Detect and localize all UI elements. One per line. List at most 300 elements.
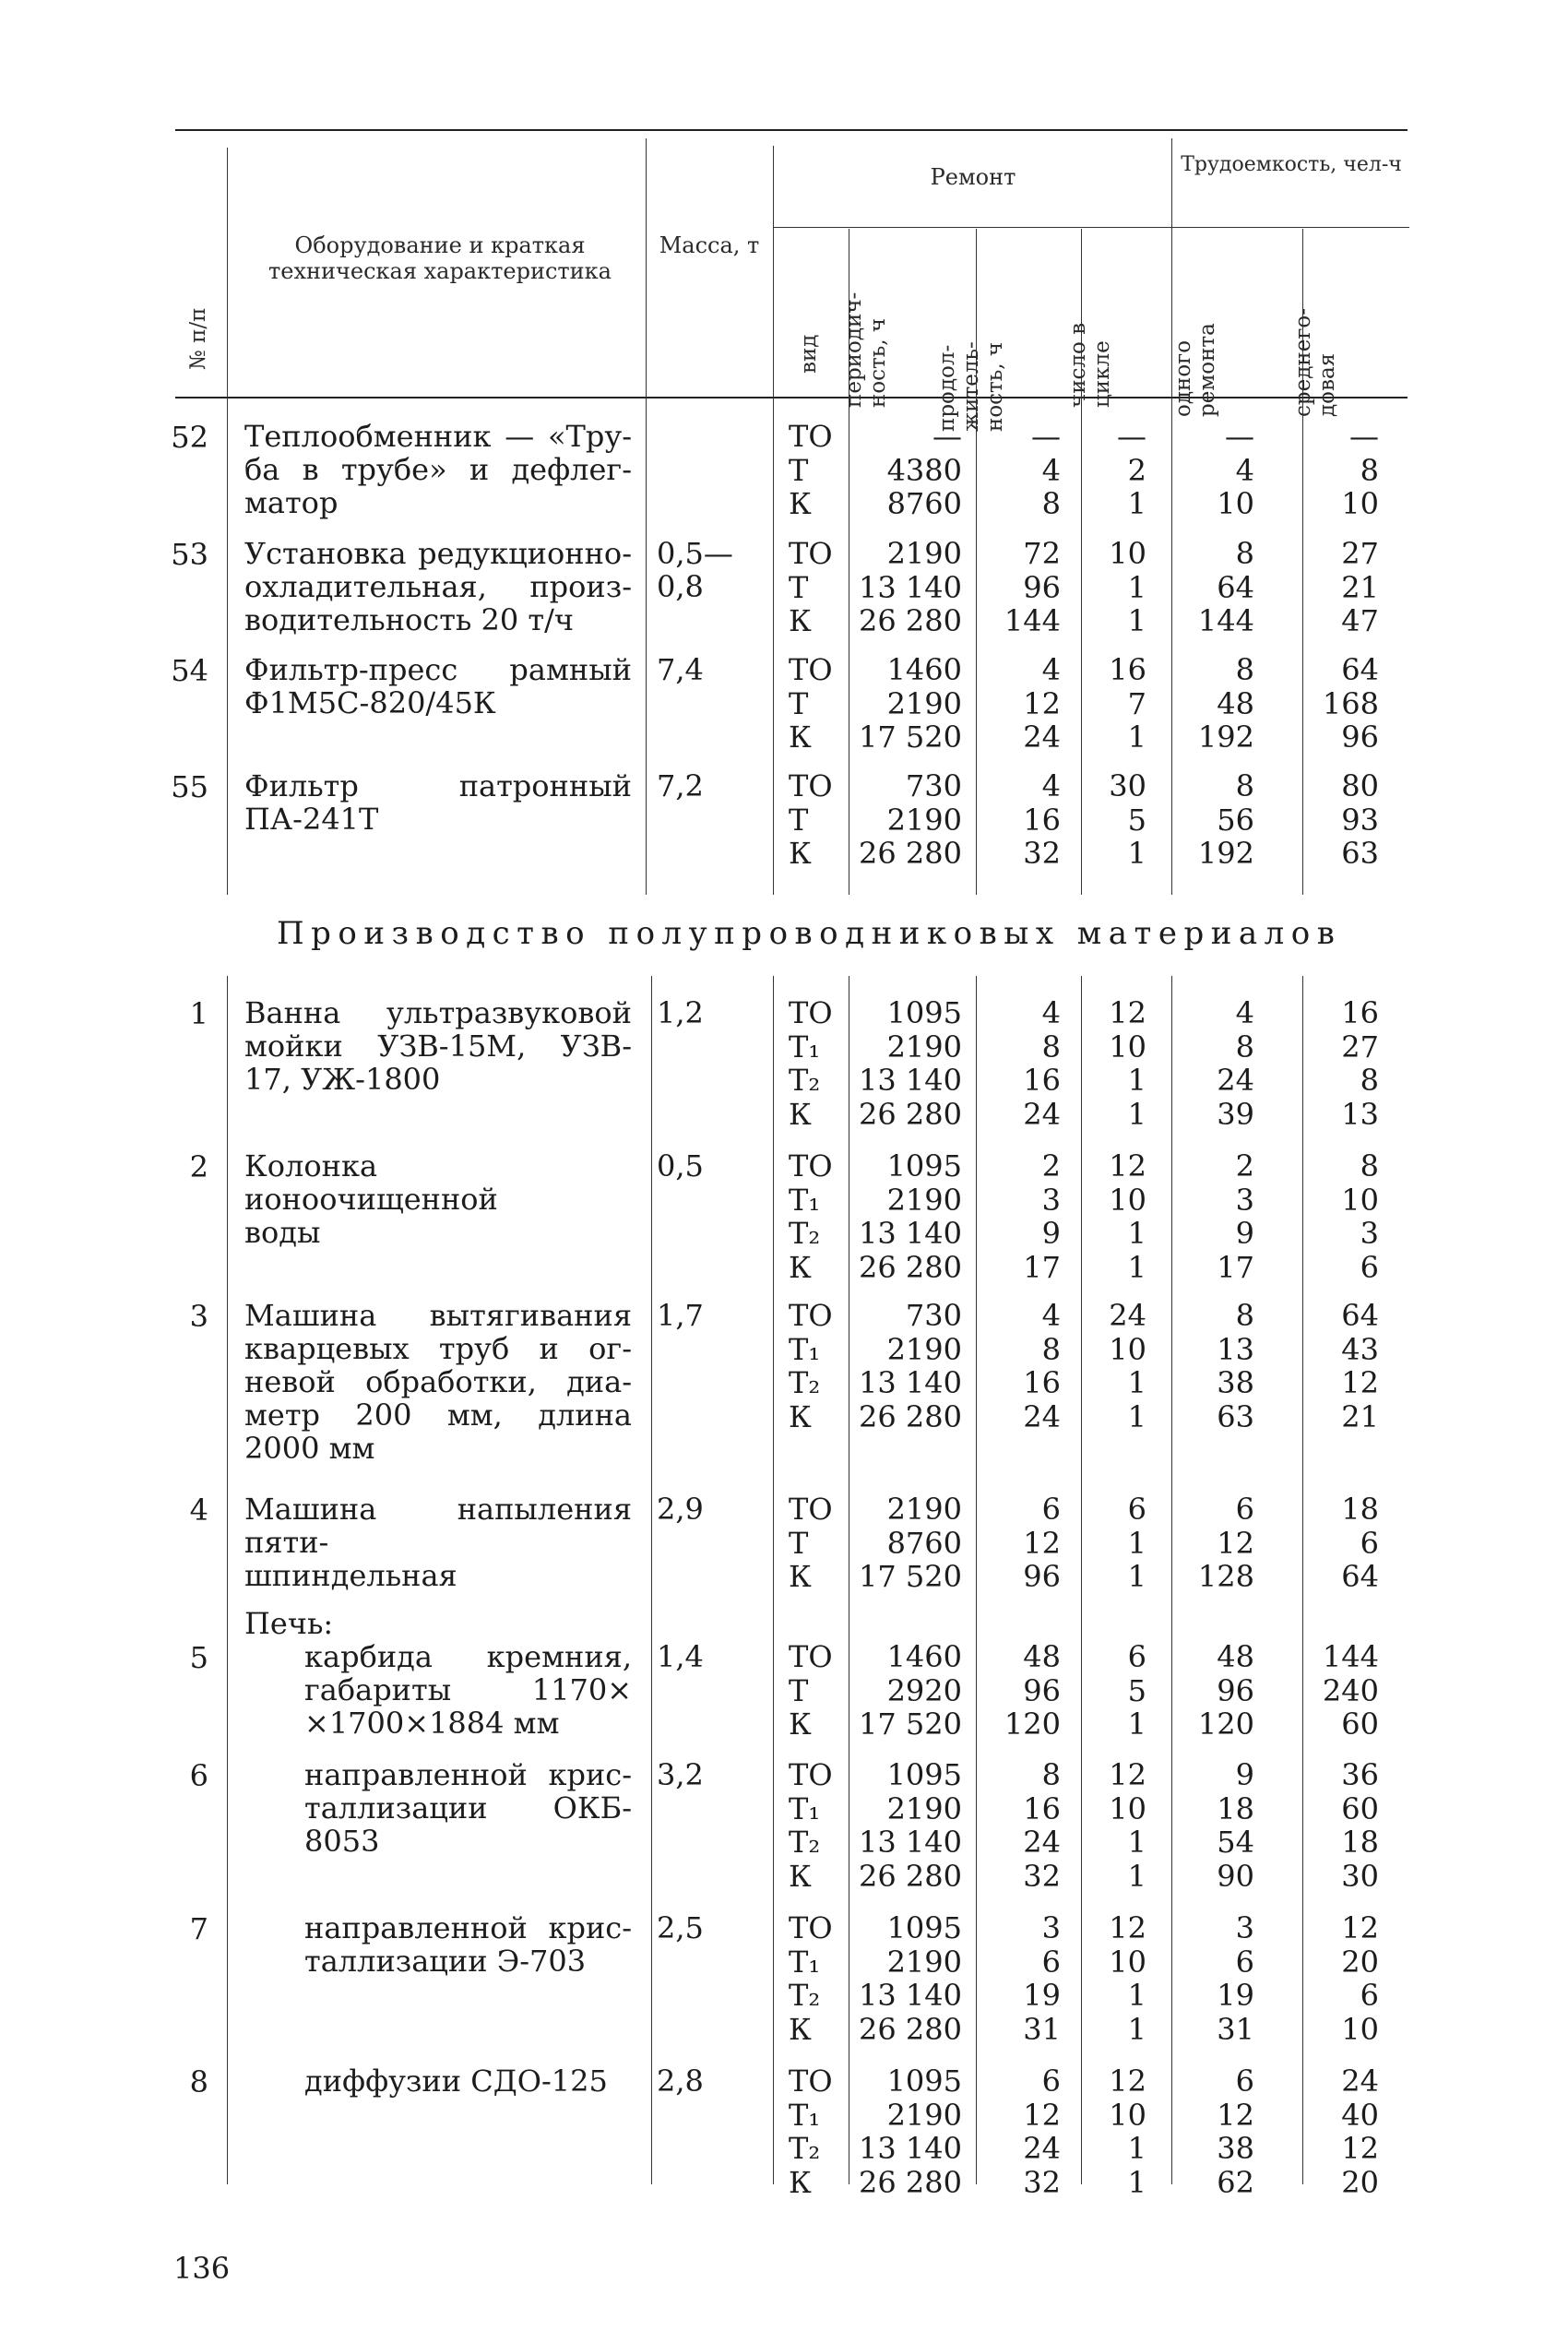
repair-periodicity-line: 1095 (886, 995, 962, 1030)
repair-periodicity-line: 730 (905, 1298, 962, 1333)
repair-duration-line: 96 (1023, 569, 1061, 605)
repair-periodicity-line: 2190 (886, 1790, 962, 1826)
labor-average-line: 8 (1360, 1063, 1379, 1099)
header-count: число в цикле (1066, 322, 1114, 408)
equipment-line: направленной крис- (304, 1910, 632, 1945)
labor-one-repair-line: 64 (1217, 569, 1254, 605)
table-header-rule (175, 397, 1408, 398)
repair-periodicity-line: 13 140 (859, 1978, 962, 2014)
labor-average-line: 93 (1341, 802, 1379, 838)
labor-one-repair-line: 8 (1235, 1029, 1254, 1064)
equipment-description (304, 1911, 632, 1978)
repair-kind-line: Т₁ (789, 1029, 821, 1064)
repair-count (1087, 420, 1146, 521)
labor-average-line: 60 (1341, 1707, 1379, 1742)
labor-one-repair-line: 192 (1197, 836, 1254, 872)
repair-count-line: 10 (1109, 1182, 1146, 1218)
repair-duration-line: 8 (1041, 1029, 1061, 1064)
repair-periodicity-line: 17 520 (859, 720, 962, 755)
repair-duration-line: 4 (1041, 1298, 1061, 1333)
repair-duration-line: 24 (1023, 2131, 1061, 2167)
repair-duration (978, 1640, 1061, 1742)
labor-average-line: 80 (1341, 768, 1379, 803)
repair-kind-line: Т (789, 452, 809, 488)
page-number: 136 (173, 2251, 231, 2286)
body-divider (1081, 397, 1082, 895)
labor-average-line: 10 (1341, 486, 1379, 522)
repair-duration-line: 96 (1023, 1672, 1061, 1708)
labor-one-repair-line: 13 (1217, 1331, 1254, 1367)
repair-count-line: 6 (1127, 1639, 1146, 1674)
labor-average-line: 21 (1341, 1398, 1379, 1434)
labor-one-repair-line: 38 (1217, 1365, 1254, 1401)
repair-count-line: 12 (1109, 1757, 1146, 1792)
repair-periodicity-line: 13 140 (859, 1825, 962, 1861)
repair-kind-line: К (789, 603, 812, 639)
repair-duration-line: 72 (1023, 536, 1061, 571)
labor-one-repair-line: 144 (1197, 603, 1254, 639)
equipment-line: матор (244, 485, 339, 520)
labor-average-line: 13 (1341, 1096, 1379, 1132)
labor-average-line: 36 (1341, 1757, 1379, 1792)
repair-periodicity (853, 1758, 962, 1893)
mass-value (657, 996, 749, 1029)
repair-count-line: 12 (1109, 1910, 1146, 1945)
equipment-line: таллизации ОКБ- (304, 1790, 632, 1826)
labor-one-repair-line: 62 (1217, 2164, 1254, 2200)
repair-duration-line: 16 (1023, 802, 1061, 838)
repair-kind (789, 1493, 844, 1594)
row-number: 54 (171, 653, 208, 688)
equipment-line: Печь: (244, 1606, 334, 1641)
repair-periodicity-line: 26 280 (859, 1096, 962, 1132)
repair-kind-line: ТО (789, 1910, 833, 1945)
mass-value-line: 1,2 (657, 995, 704, 1030)
labor-one-repair (1181, 1758, 1254, 1893)
equipment-line: габариты 1170× (304, 1672, 632, 1707)
repair-count (1087, 1493, 1146, 1594)
repair-periodicity (853, 1493, 962, 1594)
repair-duration-line: — (1031, 419, 1061, 454)
labor-average-line: 6 (1360, 1249, 1379, 1285)
repair-kind-line: Т₂ (789, 1978, 821, 2014)
labor-one-repair (1181, 537, 1254, 638)
header-mass: Масса, т (659, 232, 760, 258)
labor-average-line: 64 (1341, 1298, 1379, 1333)
repair-count-line: 1 (1127, 1096, 1146, 1132)
equipment-description (244, 769, 632, 836)
repair-duration (978, 1299, 1061, 1433)
mass-value (657, 1758, 749, 1791)
equipment-line: кварцевых труб и ог- (244, 1331, 632, 1366)
labor-average-line: 144 (1322, 1639, 1379, 1674)
repair-count (1087, 1758, 1146, 1893)
labor-average-line: — (1349, 419, 1379, 454)
labor-average-line: 6 (1360, 1525, 1379, 1561)
labor-one-repair-line: 2 (1235, 1148, 1254, 1183)
repair-count-line: 10 (1109, 2097, 1146, 2133)
labor-one-repair (1181, 653, 1254, 755)
repair-duration-line: 24 (1023, 1825, 1061, 1861)
labor-one-repair-line: 8 (1235, 768, 1254, 803)
repair-periodicity-line: 2190 (886, 1029, 962, 1064)
repair-count (1087, 2064, 1146, 2199)
repair-kind-line: ТО (789, 536, 833, 571)
repair-count (1087, 769, 1146, 871)
equipment-line: водительность 20 т/ч (244, 602, 575, 637)
labor-one-repair-line: 6 (1235, 2063, 1254, 2099)
labor-average-line: 10 (1341, 1182, 1379, 1218)
repair-duration-line: 16 (1023, 1790, 1061, 1826)
repair-duration (978, 1149, 1061, 1284)
labor-one-repair (1181, 1299, 1254, 1433)
repair-count-line: 1 (1127, 486, 1146, 522)
labor-one-repair-line: 192 (1197, 720, 1254, 755)
repair-duration-line: 48 (1023, 1639, 1061, 1674)
repair-kind-line: К (789, 486, 812, 522)
labor-one-repair-line: 96 (1217, 1672, 1254, 1708)
labor-average (1291, 420, 1379, 521)
repair-duration-line: 3 (1041, 1910, 1061, 1945)
mass-value-line: 2,5 (657, 1910, 704, 1945)
repair-count-line: 1 (1127, 1249, 1146, 1285)
repair-periodicity-line: 1095 (886, 1148, 962, 1183)
repair-count (1087, 537, 1146, 638)
repair-periodicity (853, 1149, 962, 1284)
repair-count-line: 12 (1109, 2063, 1146, 2099)
repair-kind-line: Т₂ (789, 1063, 821, 1099)
repair-kind (789, 996, 844, 1131)
repair-kind (789, 537, 844, 638)
labor-average-line: 12 (1341, 1365, 1379, 1401)
mass-value-line: 0,5 (657, 1148, 704, 1183)
repair-count-line: 1 (1127, 1707, 1146, 1742)
repair-periodicity-line: 17 520 (859, 1707, 962, 1742)
labor-average-line: 21 (1341, 569, 1379, 605)
repair-kind-line: Т₁ (789, 2097, 821, 2133)
repair-kind-line: К (789, 1249, 812, 1285)
labor-average (1291, 537, 1379, 638)
repair-periodicity-line: 2190 (886, 802, 962, 838)
repair-periodicity-line: — (932, 419, 962, 454)
labor-average-line: 60 (1341, 1790, 1379, 1826)
repair-count-line: 10 (1109, 1790, 1146, 1826)
repair-kind-line: ТО (789, 768, 833, 803)
labor-one-repair-line: 3 (1235, 1182, 1254, 1218)
header-num: № п/п (186, 307, 210, 370)
labor-one-repair-line: 24 (1217, 1063, 1254, 1099)
equipment-line: направленной крис- (304, 1757, 632, 1792)
repair-count-line: 6 (1127, 1492, 1146, 1527)
repair-kind-line: Т₁ (789, 1182, 821, 1218)
repair-count-line: 1 (1127, 1365, 1146, 1401)
row-number: 3 (189, 1299, 208, 1334)
repair-kind (789, 1640, 844, 1742)
repair-kind-line: ТО (789, 1148, 833, 1183)
row-number: 6 (189, 1758, 208, 1793)
row-number: 5 (189, 1640, 208, 1675)
body-divider (1171, 397, 1172, 895)
repair-duration-line: 31 (1023, 2011, 1061, 2047)
equipment-line: диффузии СДО-125 (304, 2063, 608, 2099)
labor-average-line: 10 (1341, 2011, 1379, 2047)
labor-one-repair (1181, 769, 1254, 871)
repair-kind-line: Т₁ (789, 1790, 821, 1826)
header-labor: Трудоемкость, чел-ч (1181, 153, 1402, 176)
repair-count-line: 24 (1109, 1298, 1146, 1333)
header-duration: продол-житель-ность, ч (935, 341, 1007, 432)
labor-average-line: 20 (1341, 2164, 1379, 2200)
repair-duration-line: 9 (1041, 1216, 1061, 1252)
body-divider (773, 397, 774, 895)
equipment-line: ×1700×1884 мм (304, 1706, 560, 1741)
equipment-line: 17, УЖ-1800 (244, 1062, 441, 1097)
repair-periodicity (853, 2064, 962, 2199)
labor-one-repair-line: 4 (1235, 452, 1254, 488)
repair-kind-line: Т (789, 1525, 809, 1561)
repair-count-line: 10 (1109, 1944, 1146, 1980)
repair-count-line: 16 (1109, 652, 1146, 687)
repair-kind-line: Т₁ (789, 1331, 821, 1367)
repair-periodicity-line: 26 280 (859, 1858, 962, 1894)
row-number: 2 (189, 1149, 208, 1184)
repair-count (1087, 1640, 1146, 1742)
mass-value (657, 1493, 749, 1526)
labor-one-repair-line: 12 (1217, 1525, 1254, 1561)
labor-average-line: 8 (1360, 1148, 1379, 1183)
repair-periodicity-line: 26 280 (859, 836, 962, 872)
repair-count-line: 1 (1127, 1063, 1146, 1099)
mass-value-line: 1,4 (657, 1639, 704, 1674)
repair-kind-line: ТО (789, 1639, 833, 1674)
repair-count-line: — (1117, 419, 1146, 454)
labor-one-repair-line: 39 (1217, 1096, 1254, 1132)
repair-duration-line: 17 (1023, 1249, 1061, 1285)
repair-periodicity (853, 653, 962, 755)
repair-kind (789, 769, 844, 871)
labor-one-repair-line: 120 (1197, 1707, 1254, 1742)
mass-value (657, 2064, 749, 2098)
labor-average-line: 64 (1341, 652, 1379, 687)
equipment-description (304, 1640, 632, 1740)
repair-periodicity-line: 1460 (886, 652, 962, 687)
repair-count-line: 10 (1109, 536, 1146, 571)
row-number: 55 (171, 769, 208, 804)
row-number: 8 (189, 2064, 208, 2099)
labor-one-repair-line: 4 (1235, 995, 1254, 1030)
labor-average (1291, 1299, 1379, 1433)
repair-kind-line: Т₂ (789, 1365, 821, 1401)
equipment-line: ПА-241Т (244, 802, 379, 837)
header-divider (773, 146, 774, 397)
labor-one-repair-line: 18 (1217, 1790, 1254, 1826)
labor-average-line: 40 (1341, 2097, 1379, 2133)
labor-one-repair-line: 10 (1217, 486, 1254, 522)
repair-periodicity-line: 2190 (886, 1182, 962, 1218)
repair-kind-line: Т (789, 569, 809, 605)
labor-one-repair-line: — (1225, 419, 1254, 454)
repair-count-line: 10 (1109, 1331, 1146, 1367)
equipment-line: Машина вытягивания (244, 1298, 632, 1333)
mass-value (657, 1640, 749, 1673)
table-top-rule (175, 129, 1408, 131)
equipment-line: невой обработки, диа- (244, 1364, 632, 1399)
repair-count-line: 5 (1127, 802, 1146, 838)
header-kind: вид (797, 334, 821, 374)
labor-one-repair-line: 54 (1217, 1825, 1254, 1861)
repair-count (1087, 996, 1146, 1131)
mass-value-line: 2,9 (657, 1492, 704, 1527)
repair-kind (789, 1758, 844, 1893)
labor-average-line: 30 (1341, 1858, 1379, 1894)
mass-value-line: 2,8 (657, 2063, 704, 2099)
labor-one-repair (1181, 1911, 1254, 2046)
subheader-rule (773, 227, 1409, 228)
repair-count-line: 10 (1109, 1029, 1146, 1064)
repair-duration-line: 144 (1004, 603, 1061, 639)
repair-periodicity-line: 2190 (886, 1331, 962, 1367)
repair-periodicity-line: 8760 (886, 486, 962, 522)
repair-kind-line: К (789, 1398, 812, 1434)
repair-kind-line: К (789, 720, 812, 755)
equipment-line: Машина напыления пяти- (244, 1492, 632, 1560)
repair-kind-line: Т (789, 802, 809, 838)
repair-duration-line: 6 (1041, 2063, 1061, 2099)
repair-count-line: 5 (1127, 1672, 1146, 1708)
repair-count-line: 1 (1127, 836, 1146, 872)
header-divider (227, 148, 228, 397)
labor-one-repair-line: 6 (1235, 1492, 1254, 1527)
labor-average-line: 240 (1322, 1672, 1379, 1708)
section-title: Производство полупроводниковых материалов (277, 915, 1342, 952)
header-repair: Ремонт (930, 164, 1016, 190)
repair-duration-line: 3 (1041, 1182, 1061, 1218)
repair-duration-line: 6 (1041, 1492, 1061, 1527)
labor-one-repair-line: 63 (1217, 1398, 1254, 1434)
repair-periodicity-line: 2190 (886, 1492, 962, 1527)
repair-duration-line: 4 (1041, 452, 1061, 488)
header-divider (646, 138, 647, 397)
labor-average (1291, 1640, 1379, 1742)
repair-periodicity (853, 420, 962, 521)
equipment-line: Колонка ионоочищенной (244, 1148, 498, 1217)
repair-kind-line: К (789, 2164, 812, 2200)
header-periodicity: периодич-ность, ч (842, 291, 890, 408)
repair-periodicity-line: 2190 (886, 536, 962, 571)
equipment-line: Фильтр-пресс рамный (244, 652, 632, 687)
labor-one-repair-line: 8 (1235, 1298, 1254, 1333)
repair-kind-line: ТО (789, 419, 833, 454)
equipment-description (244, 420, 632, 519)
repair-duration-line: 4 (1041, 995, 1061, 1030)
repair-kind (789, 1299, 844, 1433)
labor-average (1291, 1149, 1379, 1284)
labor-average-line: 96 (1341, 720, 1379, 755)
labor-average-line: 27 (1341, 536, 1379, 571)
repair-periodicity-line: 1460 (886, 1639, 962, 1674)
repair-kind-line: ТО (789, 995, 833, 1030)
repair-count-line: 1 (1127, 1398, 1146, 1434)
repair-duration-line: 32 (1023, 836, 1061, 872)
repair-duration-line: 24 (1023, 720, 1061, 755)
row-number: 7 (189, 1911, 208, 1946)
mass-value (657, 769, 749, 803)
repair-periodicity-line: 2190 (886, 2097, 962, 2133)
repair-periodicity-line: 17 520 (859, 1559, 962, 1595)
mass-value (657, 1149, 749, 1183)
labor-one-repair (1181, 420, 1254, 521)
equipment-line: охладительная, произ- (244, 569, 632, 604)
labor-average-line: 3 (1360, 1216, 1379, 1252)
mass-value (657, 1911, 749, 1944)
repair-count-line: 1 (1127, 569, 1146, 605)
labor-average-line: 18 (1341, 1492, 1379, 1527)
repair-duration-line: 8 (1041, 486, 1061, 522)
mass-value-line: 3,2 (657, 1757, 704, 1792)
labor-average-line: 12 (1341, 1910, 1379, 1945)
repair-periodicity (853, 1640, 962, 1742)
labor-average-line: 6 (1360, 1978, 1379, 2014)
row-number: 4 (189, 1493, 208, 1528)
labor-average-line: 18 (1341, 1825, 1379, 1861)
equipment-line: воды (244, 1215, 321, 1250)
labor-average-line: 20 (1341, 1944, 1379, 1980)
repair-duration-line: 8 (1041, 1757, 1061, 1792)
repair-kind-line: Т₁ (789, 1944, 821, 1980)
repair-kind-line: Т₂ (789, 1825, 821, 1861)
repair-duration-line: 24 (1023, 1398, 1061, 1434)
body-divider (1081, 976, 1082, 2184)
repair-duration-line: 4 (1041, 768, 1061, 803)
repair-kind (789, 420, 844, 521)
labor-one-repair-line: 9 (1235, 1216, 1254, 1252)
labor-one-repair-line: 56 (1217, 802, 1254, 838)
repair-periodicity-line: 26 280 (859, 1249, 962, 1285)
repair-duration-line: 16 (1023, 1063, 1061, 1099)
repair-periodicity-line: 2190 (886, 1944, 962, 1980)
labor-average-line: 63 (1341, 836, 1379, 872)
equipment-line: Ванна ультразвуковой (244, 995, 632, 1030)
labor-average (1291, 1758, 1379, 1893)
repair-count-line: 1 (1127, 1858, 1146, 1894)
equipment-description (244, 996, 632, 1096)
mass-value-line: 7,2 (657, 768, 704, 803)
labor-average-line: 24 (1341, 2063, 1379, 2099)
labor-average-line: 27 (1341, 1029, 1379, 1064)
labor-one-repair-line: 12 (1217, 2097, 1254, 2133)
repair-duration (978, 1493, 1061, 1594)
repair-duration-line: 24 (1023, 1096, 1061, 1132)
equipment-description (244, 653, 632, 720)
equipment-line: Установка редукционно- (244, 536, 632, 571)
repair-duration-line: 96 (1023, 1559, 1061, 1595)
equipment-description (244, 1299, 632, 1465)
labor-one-repair-line: 31 (1217, 2011, 1254, 2047)
row-number: 53 (171, 537, 208, 572)
repair-count-line: 1 (1127, 2131, 1146, 2167)
labor-one-repair (1181, 2064, 1254, 2199)
repair-count-line: 1 (1127, 1525, 1146, 1561)
mass-value-line: 7,4 (657, 652, 704, 687)
repair-periodicity-line: 1095 (886, 2063, 962, 2099)
body-divider (651, 976, 652, 2184)
repair-periodicity-line: 26 280 (859, 603, 962, 639)
repair-kind (789, 1149, 844, 1284)
body-divider (227, 976, 228, 2184)
labor-one-repair (1181, 1149, 1254, 1284)
repair-kind-line: К (789, 1858, 812, 1894)
repair-periodicity-line: 13 140 (859, 569, 962, 605)
